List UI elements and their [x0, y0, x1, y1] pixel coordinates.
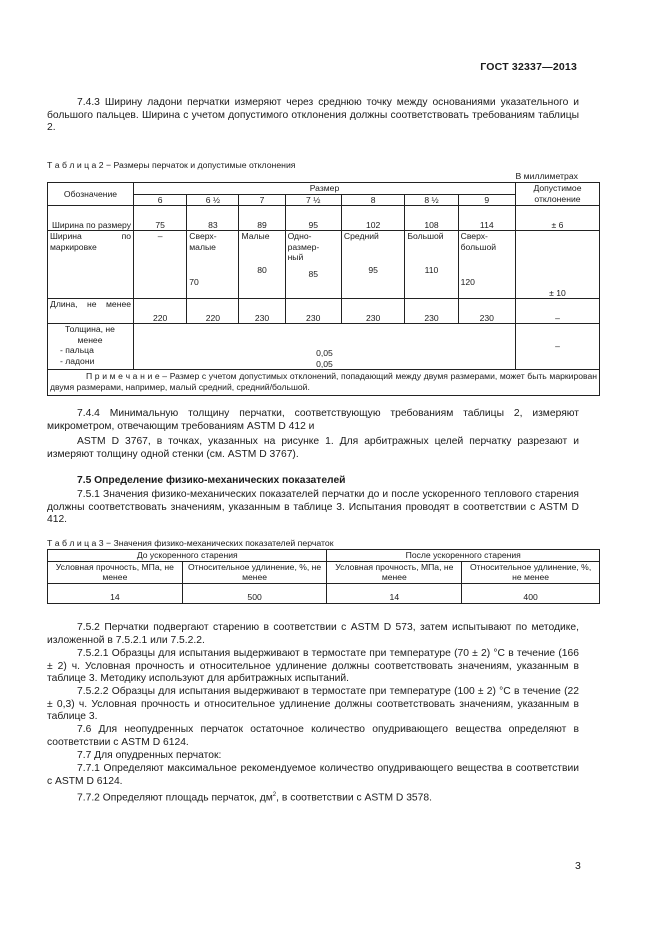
- cell: 230: [405, 299, 458, 324]
- th-size-cell: 7: [239, 194, 285, 206]
- table-row: [48, 299, 600, 324]
- th-size-cell: 8 ½: [405, 194, 458, 206]
- th-elongation: Относительное удлинение, %, не менее: [182, 561, 327, 583]
- th-after-aging: После ускоренного старения: [327, 550, 600, 562]
- cell: 95: [285, 206, 341, 231]
- cell: 230: [458, 299, 515, 324]
- cell: 230: [285, 299, 341, 324]
- cell: –: [515, 324, 599, 370]
- row-label: Ширина по маркировке: [48, 231, 134, 299]
- cell: 500: [182, 583, 327, 603]
- table2-unit: В миллиметрах: [515, 171, 578, 181]
- th-size-cell: 6: [134, 194, 187, 206]
- cell: 230: [239, 299, 285, 324]
- th-strength: Условная прочность, МПа, не менее: [327, 561, 462, 583]
- cell: Большой 110: [405, 231, 458, 299]
- cell: Сверх-большой 120: [458, 231, 515, 299]
- row-label: Ширина по размеру: [48, 206, 134, 231]
- th-before-aging: До ускоренного старения: [48, 550, 327, 562]
- cell: 400: [462, 583, 600, 603]
- th-size-cell: 6 ½: [187, 194, 239, 206]
- table-row: [48, 231, 600, 299]
- th-strength: Условная прочность, МПа, не менее: [48, 561, 183, 583]
- row-label: Толщина, не менее - пальца - ладони: [48, 324, 134, 370]
- row-label: Длина, не менее: [48, 299, 134, 324]
- cell: 75: [134, 206, 187, 231]
- cell: Средний 95: [341, 231, 404, 299]
- cell: 114: [458, 206, 515, 231]
- paragraph-7-4-4b: ASTM D 3767, в точках, указанных на рисунке 1. Для арбитражных целей перчатку разрезают и измеряют толщину одной стенки (см. ASTM D 3767).: [47, 436, 579, 460]
- table-row: [48, 324, 600, 370]
- table-row: [48, 206, 600, 231]
- section-7-5-title: 7.5 Определение физико-механических показателей: [77, 475, 346, 486]
- cell: ± 6: [515, 206, 599, 231]
- cell: Сверх-малые 70: [187, 231, 239, 299]
- cell: 108: [405, 206, 458, 231]
- paragraph-7-4-3: 7.4.3 Ширину ладони перчатки измеряют через среднюю точку между основаниями указательного и большого пальцев. Ширина с учетом допустимого отклонения должны соответствовать требованиям таблицы 2.: [47, 97, 579, 134]
- table2-caption: Т а б л и ц а 2 − Размеры перчаток и допустимые отклонения: [47, 160, 296, 170]
- paragraph-7-5-2-1: 7.5.2.1 Образцы для испытания выдерживают в термостате при температуре (70 ± 2) °С в течение (166 ± 2) ч. Условная прочность и относительное удлинение должны соответствовать значениям, указанным в таблице 3. Методику используют для арбитражных испытаний.: [47, 648, 579, 685]
- document-header: ГОСТ 32337—2013: [480, 61, 577, 73]
- cell: 220: [187, 299, 239, 324]
- paragraph-7-5-2-2: 7.5.2.2 Образцы для испытания выдерживают в термостате при температуре (100 ± 2) °С в течение (22 ± 0,3) ч. Условная прочность и относительное удлинение должны соответствовать значениям, указанным в таблице 3.: [47, 686, 579, 723]
- cell: 14: [327, 583, 462, 603]
- cell: –: [515, 299, 599, 324]
- paragraph-7-7: 7.7 Для опудренных перчаток:: [77, 750, 222, 761]
- th-elongation: Относительное удлинение, %, не менее: [462, 561, 600, 583]
- cell: 102: [341, 206, 404, 231]
- paragraph-7-5-2: 7.5.2 Перчатки подвергают старению в соответствии с ASTM D 573, затем испытывают по методике, изложенной в 7.5.2.1 или 7.5.2.2.: [47, 622, 579, 646]
- table3-caption: Т а б л и ц а 3 − Значения физико-механических показателей перчаток: [47, 538, 334, 548]
- th-size-cell: 9: [458, 194, 515, 206]
- th-size-cell: 8: [341, 194, 404, 206]
- cell: 230: [341, 299, 404, 324]
- th-size-cell: 7 ½: [285, 194, 341, 206]
- thickness-values: 0,05 0,05: [134, 324, 516, 370]
- cell: ± 10: [515, 231, 599, 299]
- cell: 89: [239, 206, 285, 231]
- cell: 14: [48, 583, 183, 603]
- table-row: [48, 583, 600, 603]
- table-2: [47, 182, 600, 396]
- th-designation: Обозначение: [48, 183, 134, 206]
- table2-note: П р и м е ч а н и е – Размер с учетом допустимых отклонений, попадающий между двумя размерами, может быть маркирован двумя размерами, например, малый средний, средний/большой.: [48, 370, 600, 396]
- table-3: [47, 549, 600, 604]
- cell: 83: [187, 206, 239, 231]
- paragraph-7-7-1: 7.7.1 Определяют максимальное рекомендуемое количество опудривающего вещества в соответствии с ASTM D 6124.: [47, 763, 579, 787]
- cell: Одно-размер-ный 85: [285, 231, 341, 299]
- cell: Малые 80: [239, 231, 285, 299]
- th-size: Размер: [134, 183, 516, 195]
- paragraph-7-4-4a: 7.4.4 Минимальную толщину перчатки, соответствующую требованиям таблицы 2, измеряют микрометром, отвечающим требованиям ASTM D 412 и: [47, 408, 579, 432]
- cell: –: [134, 231, 187, 299]
- paragraph-7-7-2: 7.7.2 Определяют площадь перчаток, $дм^2$, в соответствии с ASTM D 3578.: [77, 792, 432, 804]
- page-number: 3: [575, 860, 581, 872]
- paragraph-7-5-1: 7.5.1 Значения физико-механических показателей перчатки до и после ускоренного теплового старения должны соответствовать значениям, указанным в таблице 3. Испытания проводят в соответствии с ASTM D 412.: [47, 489, 579, 526]
- paragraph-7-6: 7.6 Для неопудренных перчаток остаточное количество опудривающего вещества определяют в соответствии с ASTM D 6124.: [47, 724, 579, 748]
- th-tolerance: Допустимое отклонение: [515, 183, 599, 206]
- cell: 220: [134, 299, 187, 324]
